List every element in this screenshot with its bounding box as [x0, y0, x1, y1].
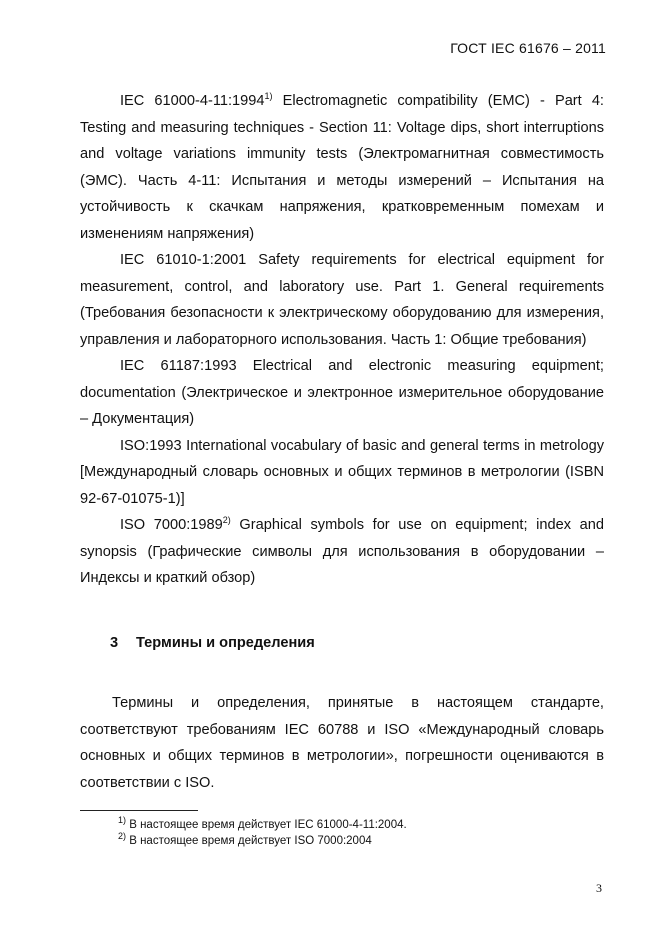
reference-item	[80, 88, 604, 247]
reference-text: Electrical and electronic measuring equipment; documentation (Электрическое и электронное измерительное оборудование – Документация)	[80, 358, 604, 427]
footnote-mark: 2)	[222, 515, 231, 526]
section-title: Термины и определения	[136, 634, 315, 651]
section-paragraph: Термины и определения, принятые в настоящем стандарте, соответствуют требованиям IEC 60788 и ISO «Международный словарь основных и общих терминов в метрологии», погрешности оцениваются в соответствии с ISO.	[80, 695, 604, 791]
reference-item	[80, 247, 604, 353]
footnote-item	[118, 817, 604, 833]
reference-code: IEC 61010-1:2001	[120, 252, 247, 268]
footnote-separator	[80, 810, 198, 811]
reference-code: ISO 7000:1989	[120, 517, 223, 533]
reference-code: IEC 61000-4-11:1994	[120, 93, 265, 109]
reference-item	[80, 512, 604, 592]
footnotes	[80, 817, 604, 849]
standard-code: ГОСТ IEC 61676 – 2011	[450, 40, 606, 56]
reference-text: Electromagnetic compatibility (EMC) - Part 4: Testing and measuring techniques - Section 11: Voltage dips, short interruptions and voltage variations immunity tests (Электромагнитная совместимость (ЭМС). Часть 4-11: Испытания и методы измерений – Испытания на устойчивость к скачкам напряжения, кратковременным помехам и изменениям напряжения)	[80, 93, 604, 242]
footnote-item	[118, 833, 604, 849]
reference-text: International vocabulary of basic and general terms in metrology [Международный словарь основных и общих терминов в метрологии (ISBN 92-67-01075-1)]	[80, 437, 604, 507]
reference-code: IEC 61187:1993	[120, 358, 237, 374]
footnote-text: В настоящее время действует ISO 7000:2004	[126, 835, 372, 847]
page-body	[80, 88, 604, 849]
footnote-text: В настоящее время действует IEC 61000-4-11:2004.	[126, 819, 407, 831]
footnote-mark: 1)	[118, 815, 127, 826]
section-heading	[110, 630, 604, 657]
reference-text: Graphical symbols for use on equipment; index and synopsis (Графические символы для использования в оборудовании – Индексы и краткий обзор)	[80, 517, 605, 586]
reference-code: ISO:1993	[120, 437, 182, 454]
footnote-mark: 2)	[118, 831, 127, 842]
reference-item	[80, 433, 604, 513]
section-number: 3	[110, 634, 119, 651]
document-header	[450, 40, 606, 56]
reference-text: Safety requirements for electrical equipment for measurement, control, and laboratory use. Part 1. General requirements (Требования безопасности к электрическому оборудованию для измерения, управления и лабораторного использования. Часть 1: Общие требования)	[80, 252, 605, 348]
reference-item	[80, 353, 604, 433]
footnote-mark: 1)	[264, 91, 273, 102]
page-number: 3	[596, 881, 602, 895]
normative-references-list	[80, 88, 604, 592]
